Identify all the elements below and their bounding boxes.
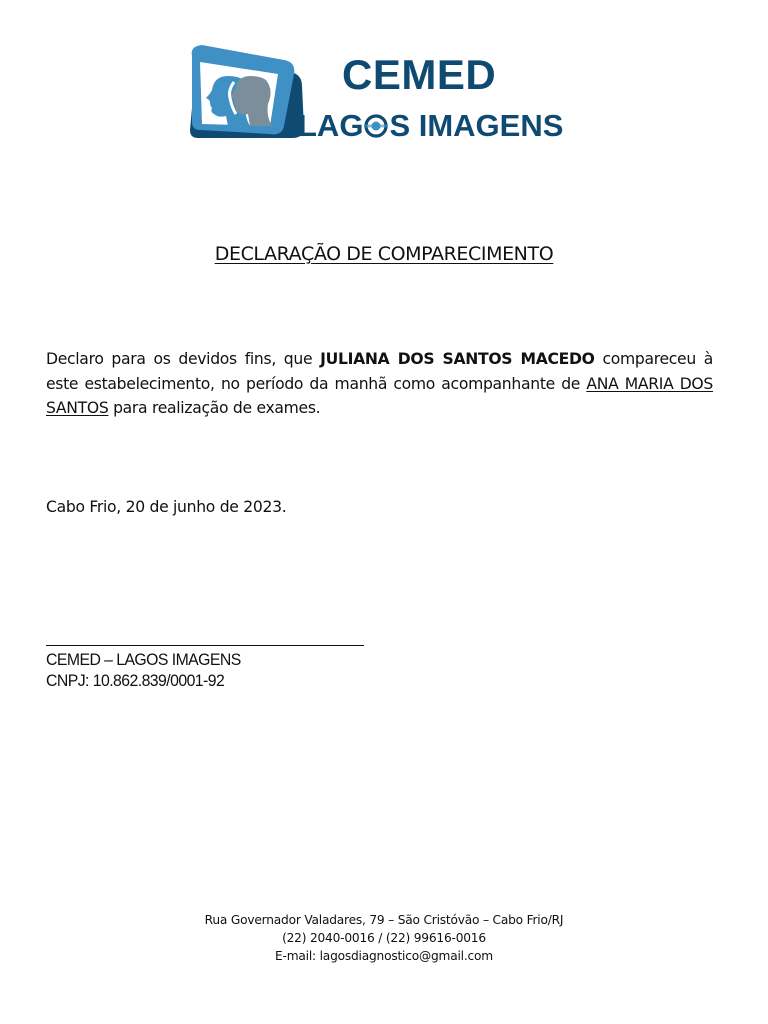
footer-address: Rua Governador Valadares, 79 – São Cristóvão – Cabo Frio/RJ <box>204 913 564 927</box>
person-name: JULIANA DOS SANTOS MACEDO <box>320 350 595 368</box>
document-title: DECLARAÇÃO DE COMPARECIMENTO <box>214 243 554 265</box>
two-faces-profile-icon <box>188 42 310 140</box>
logo-subtitle-lagos-imagens <box>298 110 563 141</box>
logo-title-cemed: CEMED <box>342 51 497 98</box>
company-logo <box>188 42 568 142</box>
logo-subtitle-part1: LAG <box>298 108 364 143</box>
signature-cnpj: CNPJ: 10.862.839/0001-92 <box>46 671 225 690</box>
footer-phones: (22) 2040-0016 / (22) 99616-0016 <box>282 931 486 945</box>
body-text-part2: compareceu à este estabelecimento, no período da manhã como acompanhante de <box>46 350 714 393</box>
place-and-date: Cabo Frio, 20 de junho de 2023. <box>46 498 287 516</box>
signature-line <box>46 645 364 646</box>
body-text-part3: para realização de exames. <box>108 399 321 417</box>
patient-name: ANA MARIA DOS SANTOS <box>46 374 713 417</box>
target-o-icon <box>364 114 388 138</box>
logo-subtitle-part2: S IMAGENS <box>389 108 564 143</box>
footer-contact <box>0 911 768 965</box>
body-text-part1: Declaro para os devidos fins, que <box>46 350 321 368</box>
footer-email: E-mail: lagosdiagnostico@gmail.com <box>275 949 493 963</box>
signature-company-name: CEMED – LAGOS IMAGENS <box>46 650 241 669</box>
declaration-paragraph <box>46 347 713 421</box>
